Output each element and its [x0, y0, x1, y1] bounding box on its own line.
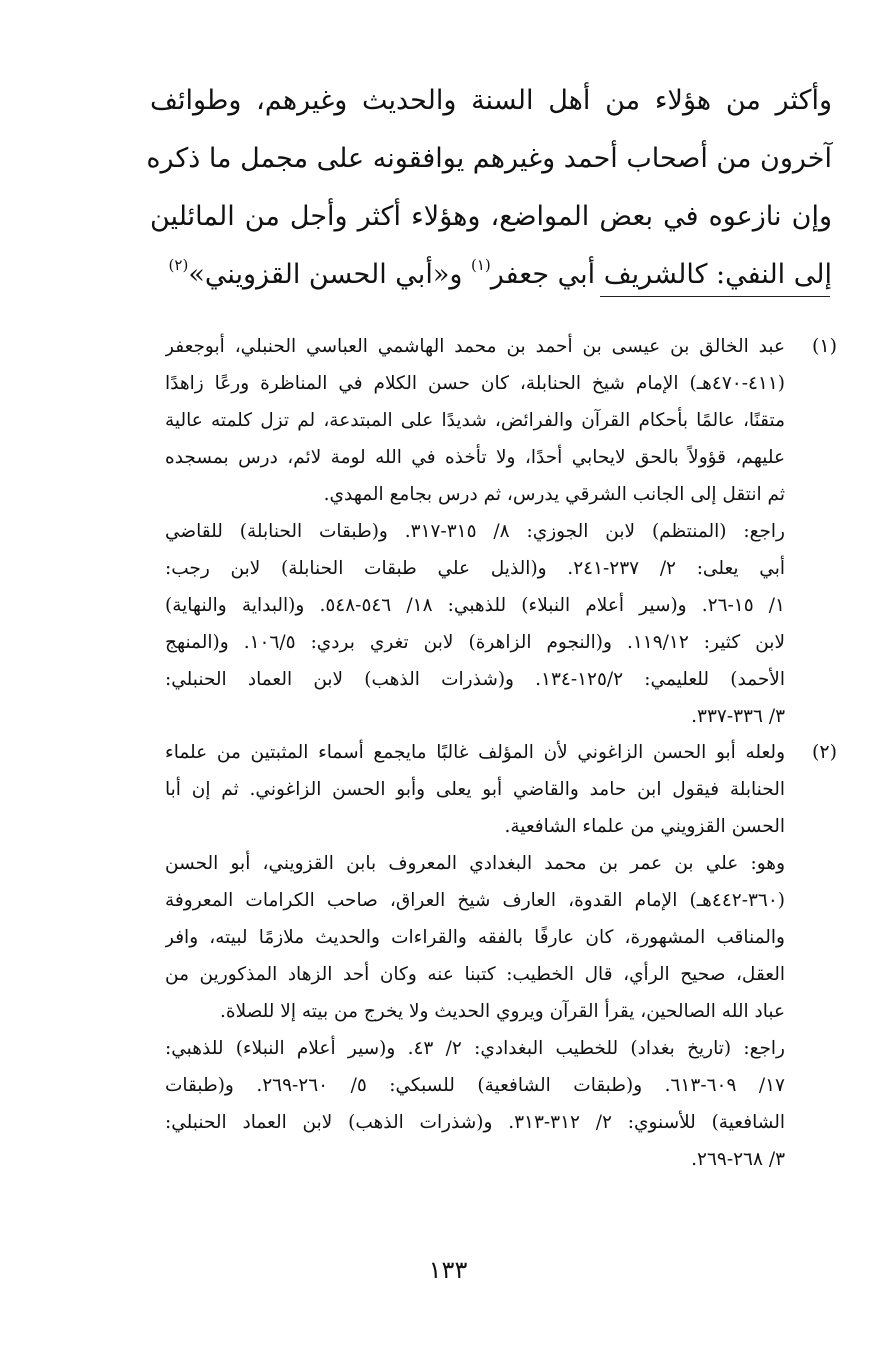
footnote-ref-1: (١) — [470, 256, 491, 274]
footnote-body — [165, 734, 785, 1178]
footnote-line: وهو: علي بن عمر بن محمد البغدادي المعروف بابن القزويني، أبو الحسن — [165, 853, 785, 874]
footnote-line: الحسن القزويني من علماء الشافعية. — [504, 816, 785, 837]
footnote-line: ثم انتقل إلى الجانب الشرقي يدرس، ثم درس بجامع المهدي. — [323, 484, 785, 505]
main-text — [146, 72, 832, 304]
footnote-line: راجع: (تاريخ بغداد) للخطيب البغدادي: ٢/ ٤٣. و(سير أعلام النبلاء) للذهبي: — [165, 1038, 785, 1059]
main-text-line: آخرون من أصحاب أحمد وغيرهم يوافقونه على مجمل ما ذكره — [146, 143, 832, 174]
footnote-line: أبي يعلى: ٢/ ٢٣٧-٢٤١. و(الذيل علي طبقات الحنابلة) لابن رجب: — [165, 558, 785, 579]
page-number: ١٣٣ — [428, 1256, 468, 1284]
footnote-line: (٣٦٠-٤٤٢هـ) الإمام القدوة، العارف شيخ العراق، صاحب الكرامات المعروفة — [165, 890, 785, 911]
footnote-line: الأحمد) للعليمي: ١٢٥/٢-١٣٤. و(شذرات الذهب) لابن العماد الحنبلي: — [165, 669, 785, 690]
footnote-line: راجع: (المنتظم) لابن الجوزي: ٨/ ٣١٥-٣١٧. و(طبقات الحنابلة) للقاضي — [165, 521, 785, 542]
footnote-line: الشافعية) للأسنوي: ٢/ ٣١٢-٣١٣. و(شذرات الذهب) لابن العماد الحنبلي: — [165, 1112, 785, 1133]
footnote-line: لابن كثير: ١١٩/١٢. و(النجوم الزاهرة) لابن تغري بردي: ١٠٦/٥. و(المنهج — [165, 632, 785, 653]
footnote-line: (٤١١-٤٧٠هـ) الإمام شيخ الحنابلة، كان حسن الكلام في المناظرة ورعًا زاهدًا — [165, 373, 785, 394]
main-text-line: وإن نازعوه في بعض المواضع، وهؤلاء أكثر وأجل من المائلين — [150, 201, 832, 232]
main-text-line: وأكثر من هؤلاء من أهل السنة والحديث وغيرهم، وطوائف — [150, 85, 832, 116]
footnote-line: عليهم، قؤولاً بالحق لايحابي أحدًا، ولا تأخذه في الله لومة لائم، درس بمسجده — [165, 447, 785, 468]
footnote-number: (١) — [811, 335, 837, 357]
footnote-line: العقل، صحيح الرأي، قال الخطيب: كتبنا عنه وكان أحد الزهاد المذكورين من — [165, 964, 785, 985]
footnote-line: ١/ ١٥-٢٦. و(سير أعلام النبلاء) للذهبي: ١٨/ ٥٤٦-٥٤٨. و(البداية والنهاية) — [165, 595, 785, 616]
footnote-ref-2: (٢) — [168, 256, 189, 274]
footnote-line: متقنًا، عالمًا بأحكام القرآن والفرائض، شديدًا على المبتدعة، لم تزل كلمته عالية — [165, 410, 785, 431]
footnote-number: (٢) — [811, 741, 837, 763]
footnote-line: ولعله أبو الحسن الزاغوني لأن المؤلف غالبًا مايجمع أسماء المثبتين من علماء — [165, 742, 785, 763]
footnote-body — [165, 328, 785, 735]
main-text-fragment: و«أبي الحسن القزويني» — [188, 259, 471, 290]
footnote-separator — [600, 296, 830, 297]
main-text-fragment: إلى النفي: كالشريف أبي جعفر — [490, 259, 832, 290]
footnote-line: عبد الخالق بن عيسى بن أحمد بن محمد الهاشمي العباسي الحنبلي، أبوجعفر — [165, 336, 785, 357]
footnote-line: والمناقب المشهورة، كان عارفًا بالفقه والقراءات والحديث ملازمًا لبيته، وافر — [165, 927, 785, 948]
footnote-line: عباد الله الصالحين، يقرأ القرآن ويروي الحديث ولا يخرج من بيته إلا للصلاة. — [220, 1001, 785, 1022]
footnote-line: ٣/ ٢٦٨-٢٦٩. — [691, 1149, 785, 1170]
footnote-line: ١٧/ ٦٠٩-٦١٣. و(طبقات الشافعية) للسبكي: ٥/ ٢٦٠-٢٦٩. و(طبقات — [165, 1075, 785, 1096]
footnote-line: الحنابلة فيقول ابن حامد والقاضي أبو يعلى وأبو الحسن الزاغوني. ثم إن أبا — [165, 779, 785, 800]
footnote-line: ٣/ ٣٣٦-٣٣٧. — [691, 706, 785, 727]
